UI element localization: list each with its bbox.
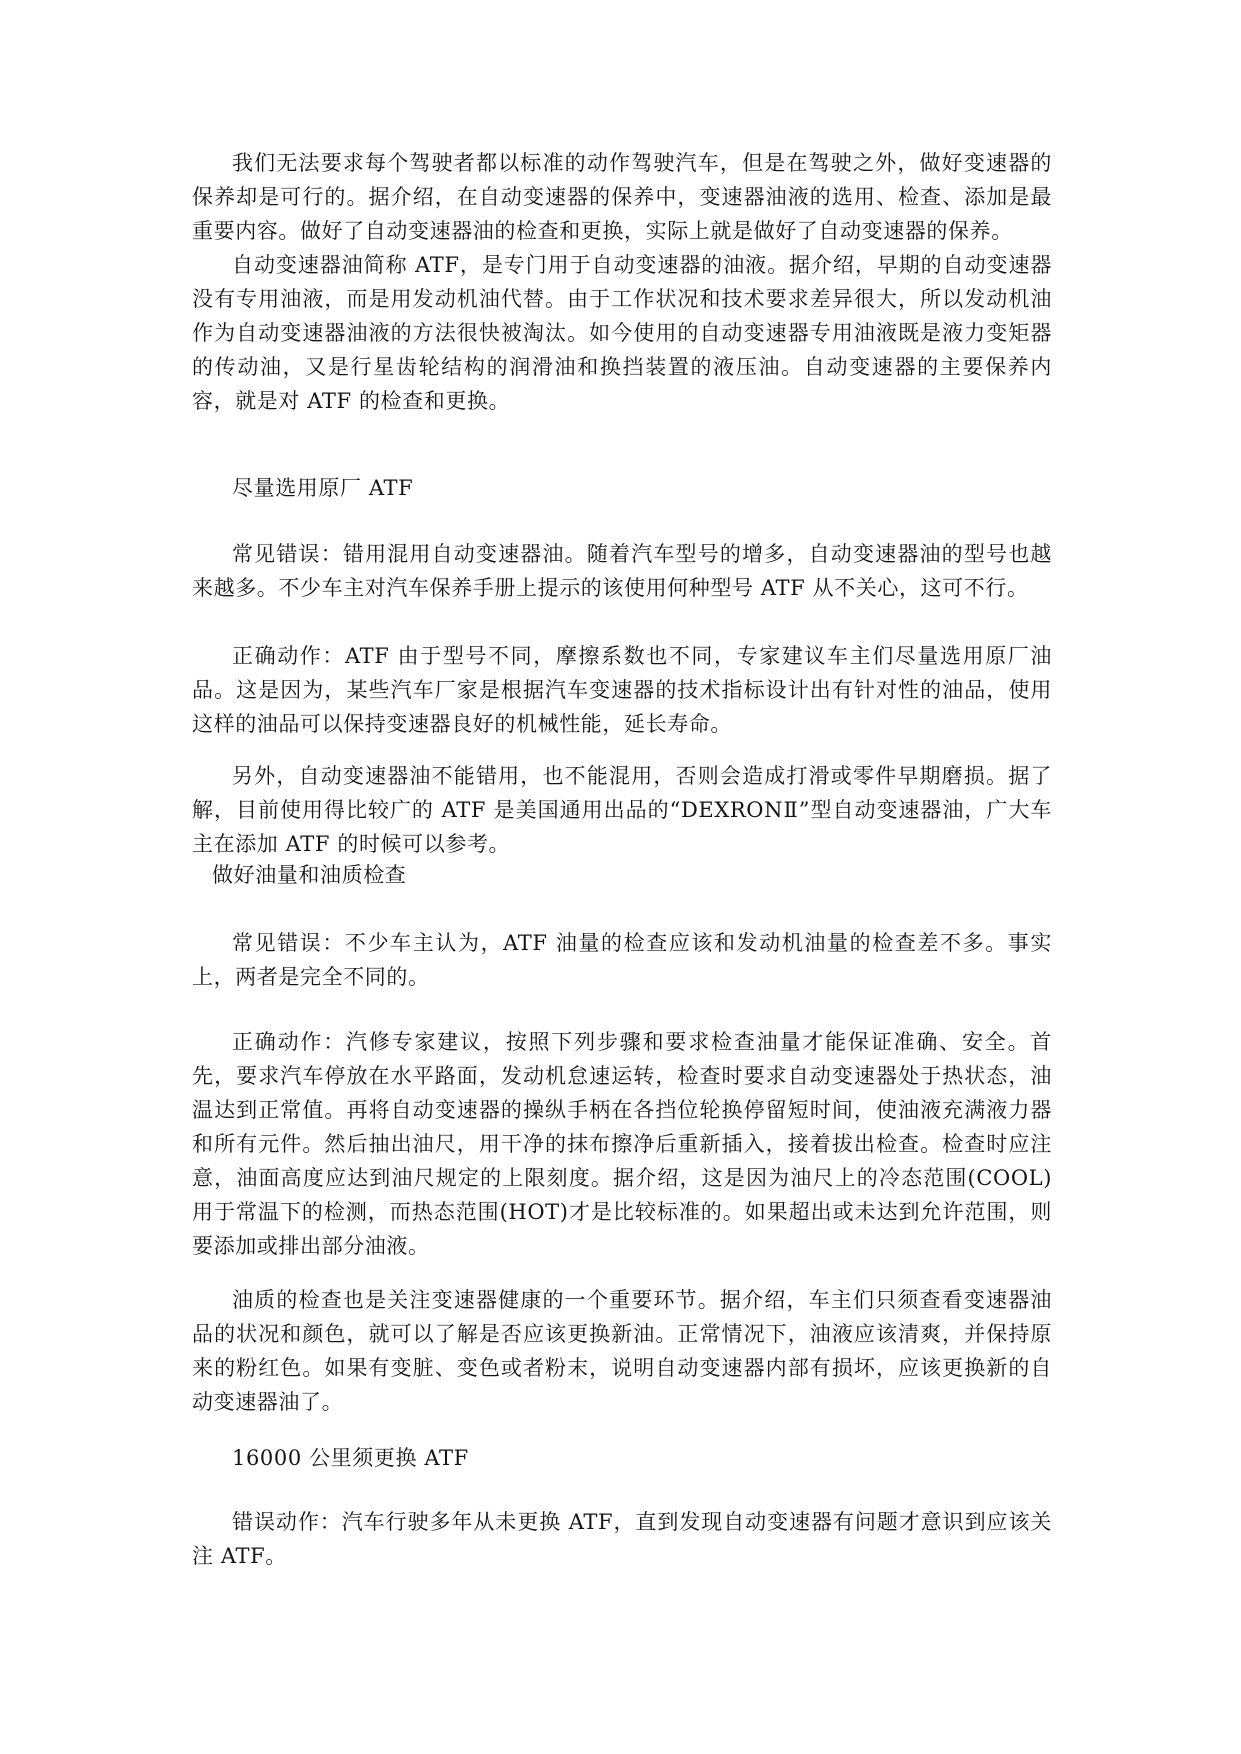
paragraph-wrong-action: 错误动作：汽车行驶多年从未更换 ATF，直到发现自动变速器有问题才意识到应该关注 ATF。 bbox=[192, 1510, 1052, 1568]
section-heading-oil-check: 做好油量和油质检查 bbox=[212, 863, 407, 887]
paragraph-common-mistake-1: 常见错误：错用混用自动变速器油。随着汽车型号的增多，自动变速器油的型号也越来越多。不少车主对汽车保养手册上提示的该使用何种型号 ATF 从不关心，这可不行。 bbox=[192, 542, 1052, 600]
paragraph-correct-action-2: 正确动作：汽修专家建议，按照下列步骤和要求检查油量才能保证准确、安全。首先，要求汽车停放在水平路面，发动机怠速运转，检查时要求自动变速器处于热状态，油温达到正常值。再将自动变速器的操纵手柄在各挡位轮换停留短时间，使油液充满液力器和所有元件。然后抽出油尺，用干净的抹布擦净后重新插入，接着拔出检查。检查时应注意，油面高度应达到油尺规定的上限刻度。据介绍，这是因为油尺上的冷态范围(COOL)用于常温下的检测，而热态范围(HOT)才是比较标准的。如果超出或未达到允许范围，则要添加或排出部分油液。 bbox=[192, 1030, 1052, 1258]
paragraph-correct-action-1: 正确动作：ATF 由于型号不同，摩擦系数也不同，专家建议车主们尽量选用原厂油品。这是因为，某些汽车厂家是根据汽车变速器的技术指标设计出有针对性的油品，使用这样的油品可以保持变速器良好的机械性能，延长寿命。 bbox=[192, 644, 1052, 736]
paragraph-atf-definition: 自动变速器油简称 ATF，是专门用于自动变速器的油液。据介绍，早期的自动变速器没有专用油液，而是用发动机油代替。由于工作状况和技术要求差异很大，所以发动机油作为自动变速器油液的方法很快被淘汰。如今使用的自动变速器专用油液既是液力变矩器的传动油，又是行星齿轮结构的润滑油和换挡装置的液压油。自动变速器的主要保养内容，就是对 ATF 的检查和更换。 bbox=[192, 253, 1052, 413]
section-heading-original-atf: 尽量选用原厂 ATF bbox=[232, 476, 414, 500]
paragraph-dexron: 另外，自动变速器油不能错用，也不能混用，否则会造成打滑或零件早期磨损。据了解，目前使用得比较广的 ATF 是美国通用出品的“DEXRONⅡ”型自动变速器油，广大车主在添加 ATF 的时候可以参考。 bbox=[192, 764, 1052, 856]
paragraph-common-mistake-2: 常见错误：不少车主认为，ATF 油量的检查应该和发动机油量的检查差不多。事实上，两者是完全不同的。 bbox=[192, 931, 1052, 989]
paragraph-oil-quality: 油质的检查也是关注变速器健康的一个重要环节。据介绍，车主们只须查看变速器油品的状况和颜色，就可以了解是否应该更换新油。正常情况下，油液应该清爽，并保持原来的粉红色。如果有变脏、变色或者粉末，说明自动变速器内部有损坏，应该更换新的自动变速器油了。 bbox=[192, 1288, 1052, 1414]
paragraph-intro: 我们无法要求每个驾驶者都以标准的动作驾驶汽车，但是在驾驶之外，做好变速器的保养却是可行的。据介绍，在自动变速器的保养中，变速器油液的选用、检查、添加是最重要内容。做好了自动变速器油的检查和更换，实际上就是做好了自动变速器的保养。 bbox=[192, 151, 1052, 243]
section-heading-16000km: 16000 公里须更换 ATF bbox=[232, 1446, 469, 1470]
